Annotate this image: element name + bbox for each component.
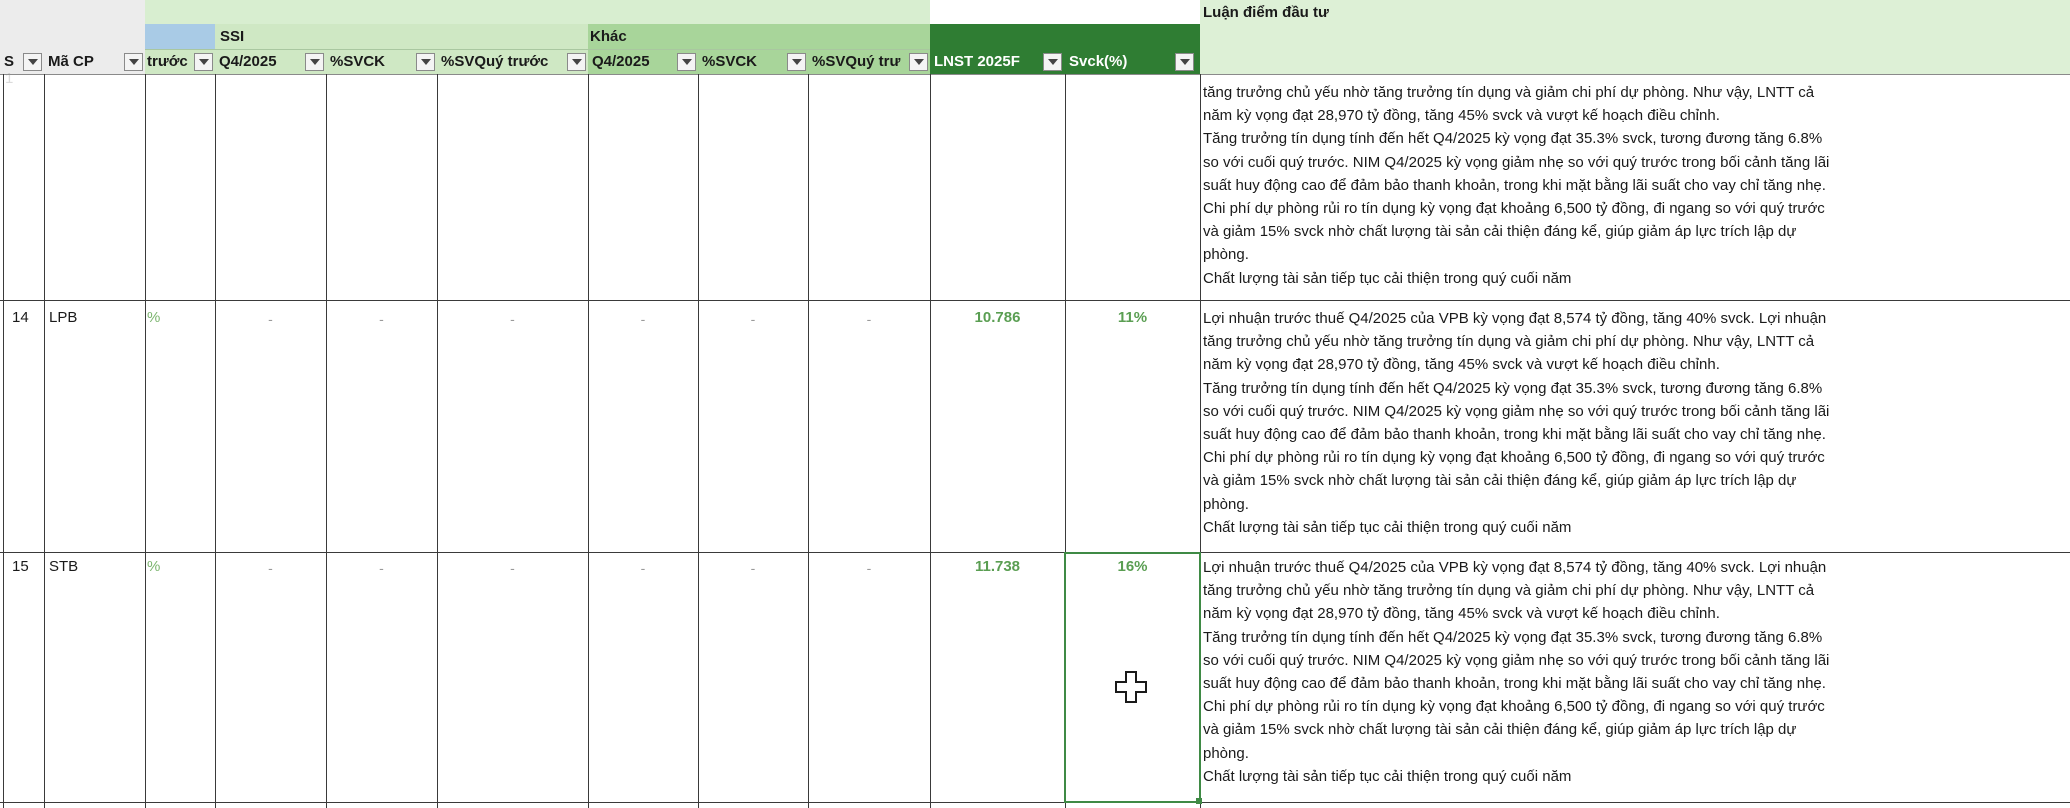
filter-dropdown-icon[interactable] (416, 53, 435, 71)
col-header-lnst[interactable] (930, 49, 1065, 74)
ma-cp-cell[interactable]: LPB (49, 309, 78, 326)
truoc-cell[interactable]: % (147, 558, 161, 575)
lnst-cell[interactable]: 11.738 (974, 558, 1021, 575)
col-header-truoc-label: trước (147, 53, 188, 70)
group-label-ssi: SSI (220, 28, 245, 45)
filter-dropdown-icon[interactable] (567, 53, 586, 71)
thesis-header-title: Luận điểm đầu tư (1203, 4, 1329, 21)
col-header-ssi-svck[interactable] (326, 49, 437, 74)
khac-svck-cell[interactable]: - (750, 311, 756, 327)
khac-svquy-cell[interactable]: - (866, 311, 872, 327)
col-header-svck-pct-label: Svck(%) (1069, 53, 1128, 70)
svck-pct-cell[interactable]: 16% (1117, 558, 1148, 575)
grid-col-line (437, 74, 438, 808)
grid-col-line (44, 74, 45, 808)
filter-dropdown-icon[interactable] (677, 53, 696, 71)
ssi-svquy-cell[interactable]: - (510, 311, 515, 327)
thesis-cell[interactable]: tăng trưởng chủ yếu nhờ tăng trưởng tín dụng và giảm chi phí dự phòng. Như vậy, LNTT cả năm kỳ vọng đạt 28,970 tỷ đồng, tăng 45% svck và vượt kế hoạch điều chỉnh. Tăng trưởng tín dụng tính đến hết Q4/2025 kỳ vọng đạt 35.3% svck, tương đương tăng 6.8% so với cuối quý trước. NIM Q4/2025 kỳ vọng giảm nhẹ so với quý trước trong bối cảnh tăng lãi suất huy động cao để đảm bảo thanh khoản, trong khi mặt bằng lãi suất cho vay chỉ tăng nhẹ. Chi phí dự phòng rủi ro tín dụng kỳ vọng đạt khoảng 6,500 tỷ đồng, đi ngang so với quý trước và giảm 15% svck nhờ chất lượng tài sản cải thiện đáng kể, giúp giảm áp lực trích lập dự phòng. Chất lượng tài sản tiếp tục cải thiện trong quý cuối năm (1203, 84, 1830, 287)
col-header-khac-svquy[interactable] (808, 49, 930, 74)
ssi-svck-cell[interactable]: - (379, 560, 384, 576)
col-header-lnst-label: LNST 2025F (934, 53, 1020, 70)
thesis-cell[interactable]: Lợi nhuận trước thuế Q4/2025 của VPB kỳ vọng đạt 8,574 tỷ đồng, tăng 40% svck. Lợi nhuận tăng trưởng chủ yếu nhờ tăng trưởng tín dụng và giảm chi phí dự phòng. Như vậy, LNTT cả năm kỳ vọng đạt 28,970 tỷ đồng, tăng 45% svck và vượt kế hoạch điều chỉnh. Tăng trưởng tín dụng tính đến hết Q4/2025 kỳ vọng đạt 35.3% svck, tương đương tăng 6.8% so với cuối quý trước. NIM Q4/2025 kỳ vọng giảm nhẹ so với quý trước trong bối cảnh tăng lãi suất huy động cao để đảm bảo thanh khoản, trong khi mặt bằng lãi suất cho vay chỉ tăng nhẹ. Chi phí dự phòng rủi ro tín dụng kỳ vọng đạt khoảng 6,500 tỷ đồng, đi ngang so với quý trước và giảm 15% svck nhờ chất lượng tài sản cải thiện đáng kể, giúp giảm áp lực trích lập dự phòng. Chất lượng tài sản tiếp tục cải thiện trong quý cuối năm (1203, 559, 1830, 785)
grid-col-line (215, 74, 216, 808)
col-header-khac-svquy-label: %SVQuý trư (812, 53, 901, 70)
stt-cell[interactable]: 14 (12, 309, 29, 326)
grid-col-line (326, 74, 327, 808)
header-bottom-border (0, 74, 2070, 75)
filter-dropdown-icon[interactable] (1175, 53, 1194, 71)
stt-cell[interactable]: 15 (12, 558, 29, 575)
ssi-q4-cell[interactable]: - (268, 560, 273, 576)
grid-col-line (698, 74, 699, 808)
ssi-svquy-cell[interactable]: - (510, 560, 515, 576)
svck-pct-cell[interactable]: 11% (1117, 309, 1148, 326)
khac-svquy-cell[interactable]: - (866, 560, 872, 576)
filter-dropdown-icon[interactable] (787, 53, 806, 71)
col-header-khac-q4-label: Q4/2025 (592, 53, 650, 70)
col-header-ssi-q4[interactable] (215, 49, 326, 74)
col-header-ma-cp-label: Mã CP (48, 53, 94, 70)
col-header-khac-svck[interactable] (698, 49, 808, 74)
fill-handle[interactable] (1196, 798, 1202, 804)
khac-q4-cell[interactable]: - (640, 560, 646, 576)
col-header-truoc[interactable] (145, 49, 215, 74)
ssi-svck-cell[interactable]: - (379, 311, 384, 327)
cell-select-cross-icon (1114, 670, 1148, 704)
grid-col-line (588, 74, 589, 808)
filter-dropdown-icon[interactable] (909, 53, 928, 71)
col-header-ma-cp[interactable] (44, 49, 145, 74)
grid-col-line (930, 74, 931, 808)
grid-row-line (0, 802, 2070, 803)
grid-row-line (0, 552, 2070, 553)
col-header-khac-svck-label: %SVCK (702, 53, 758, 70)
col-header-ssi-svck-label: %SVCK (330, 53, 386, 70)
filter-dropdown-icon[interactable] (194, 53, 213, 71)
grid-col-line (808, 74, 809, 808)
ssi-q4-cell[interactable]: - (268, 311, 273, 327)
scrolled-row-ghost: 1 (5, 70, 14, 87)
grid-col-line (3, 74, 4, 808)
col-header-stt-label: S (4, 53, 15, 70)
col-header-khac-q4[interactable] (588, 49, 698, 74)
group-label-khac: Khác (590, 28, 627, 45)
truoc-cell[interactable]: % (147, 309, 161, 326)
thesis-cell[interactable]: Lợi nhuận trước thuế Q4/2025 của VPB kỳ vọng đạt 8,574 tỷ đồng, tăng 40% svck. Lợi nhuận tăng trưởng chủ yếu nhờ tăng trưởng tín dụng và giảm chi phí dự phòng. Như vậy, LNTT cả năm kỳ vọng đạt 28,970 tỷ đồng, tăng 45% svck và vượt kế hoạch điều chỉnh. Tăng trưởng tín dụng tính đến hết Q4/2025 kỳ vọng đạt 35.3% svck, tương đương tăng 6.8% so với cuối quý trước. NIM Q4/2025 kỳ vọng giảm nhẹ so với quý trước trong bối cảnh tăng lãi suất huy động cao để đảm bảo thanh khoản, trong khi mặt bằng lãi suất cho vay chỉ tăng nhẹ. Chi phí dự phòng rủi ro tín dụng kỳ vọng đạt khoảng 6,500 tỷ đồng, đi ngang so với quý trước và giảm 15% svck nhờ chất lượng tài sản cải thiện đáng kể, giúp giảm áp lực trích lập dự phòng. Chất lượng tài sản tiếp tục cải thiện trong quý cuối năm (1203, 310, 1830, 536)
filter-dropdown-icon[interactable] (1043, 53, 1062, 71)
khac-svck-cell[interactable]: - (750, 560, 756, 576)
filter-dropdown-icon[interactable] (124, 53, 143, 71)
col-header-ssi-svquy-label: %SVQuý trước (441, 53, 549, 70)
col-header-ssi-q4-label: Q4/2025 (219, 53, 277, 70)
ma-cp-cell[interactable]: STB (49, 558, 79, 575)
grid-col-line (145, 74, 146, 808)
header-bg-blue (145, 24, 215, 49)
filter-dropdown-icon[interactable] (23, 53, 42, 71)
grid-row-line (0, 300, 2070, 301)
header-mid-border (145, 49, 930, 50)
header-bg-top-light (145, 0, 930, 24)
header-bg-thesis (1200, 0, 2070, 74)
khac-q4-cell[interactable]: - (640, 311, 646, 327)
lnst-cell[interactable]: 10.786 (974, 309, 1021, 326)
col-header-ssi-svquy[interactable] (437, 49, 588, 74)
col-header-svck-pct[interactable] (1065, 49, 1200, 74)
filter-dropdown-icon[interactable] (305, 53, 324, 71)
